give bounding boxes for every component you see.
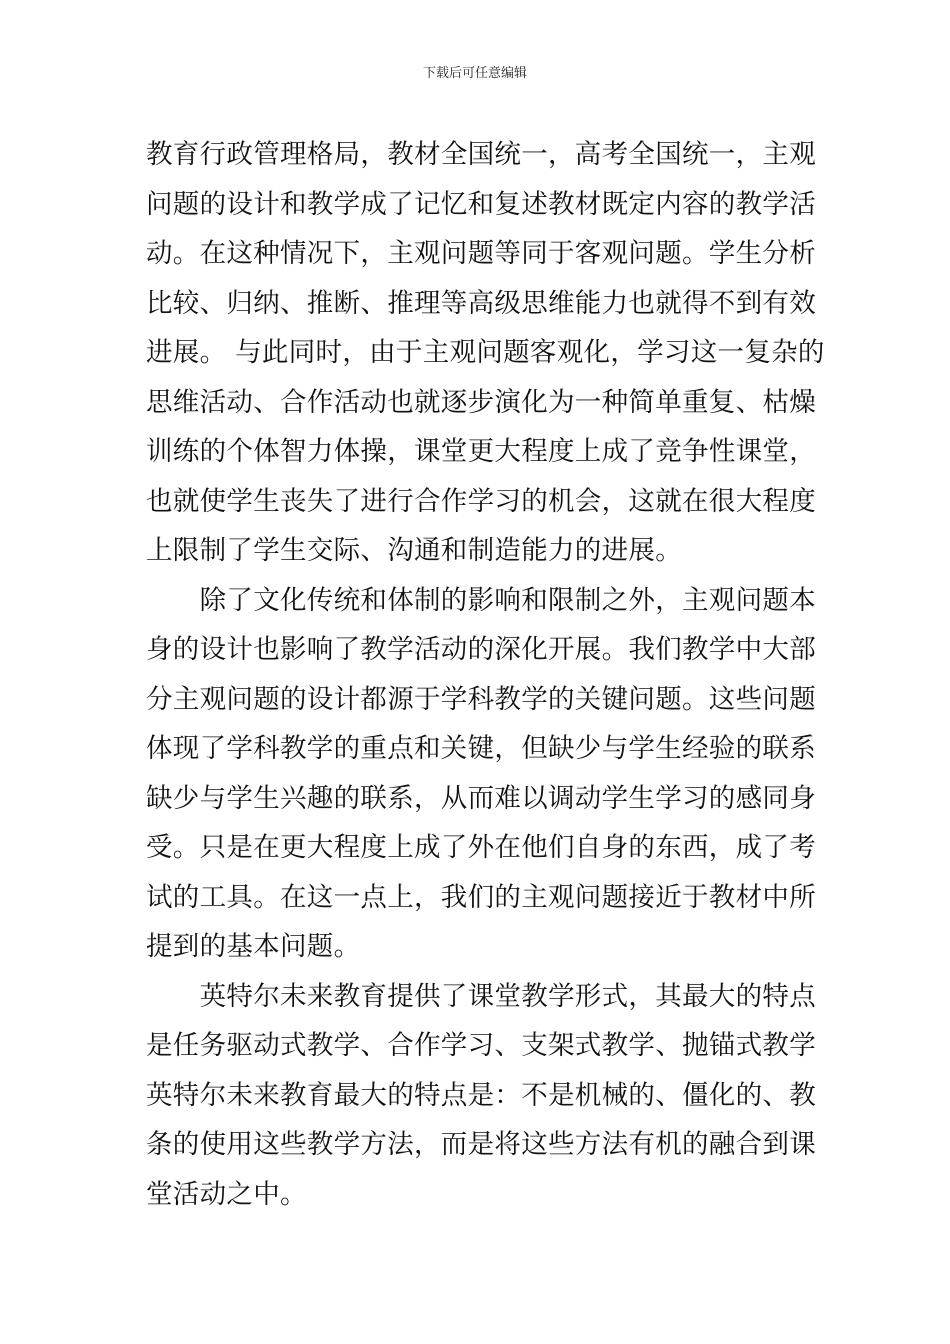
text-line: 英特尔未来教育提供了课堂教学形式，其最大的特点 (146, 980, 816, 1012)
page-header: 下载后可任意编辑 (422, 66, 527, 81)
text-line: 分主观问题的设计都源于学科教学的关键问题。这些问题 (146, 683, 816, 715)
text-line: 受。只是在更大程度上成了外在他们自身的东西，成了考 (146, 832, 816, 863)
document-body (146, 130, 825, 1219)
text-line: 进展。 与此同时，由于主观问题客观化，学习这一复杂的 (146, 337, 825, 368)
text-line: 堂活动之中。 (146, 1178, 307, 1210)
text-line: 比较、归纳、推断、推理等高级思维能力也就得不到有效 (146, 287, 816, 319)
text-line: 体现了学科教学的重点和关键，但缺少与学生经验的联系 (146, 733, 816, 764)
text-line: 英特尔未来教育最大的特点是：不是机械的、僵化的、教 (146, 1079, 816, 1111)
text-line: 试的工具。在这一点上，我们的主观问题接近于教材中所 (146, 881, 816, 913)
text-line: 是任务驱动式教学、合作学习、支架式教学、抛锚式教学 (146, 1030, 816, 1061)
text-line: 问题的设计和教学成了记忆和复述教材既定内容的教学活 (146, 188, 816, 220)
text-line: 也就使学生丧失了进行合作学习的机会，这就在很大程度 (146, 485, 816, 517)
text-line: 上限制了学生交际、沟通和制造能力的进展。 (146, 535, 682, 566)
text-line: 训练的个体智力体操，课堂更大程度上成了竞争性课堂， (146, 436, 816, 467)
text-line: 身的设计也影响了教学活动的深化开展。我们教学中大部 (146, 634, 816, 665)
text-line: 条的使用这些教学方法，而是将这些方法有机的融合到课 (146, 1129, 816, 1160)
text-line: 除了文化传统和体制的影响和限制之外，主观问题本 (146, 584, 816, 616)
text-line: 动。在这种情况下，主观问题等同于客观问题。学生分析 (146, 238, 816, 269)
text-line: 思维活动、合作活动也就逐步演化为一种简单重复、枯燥 (146, 386, 816, 418)
text-line: 提到的基本问题。 (146, 931, 361, 962)
text-line: 缺少与学生兴趣的联系，从而难以调动学生学习的感同身 (146, 782, 816, 814)
text-line: 教育行政管理格局，教材全国统一，高考全国统一，主观 (146, 139, 816, 170)
